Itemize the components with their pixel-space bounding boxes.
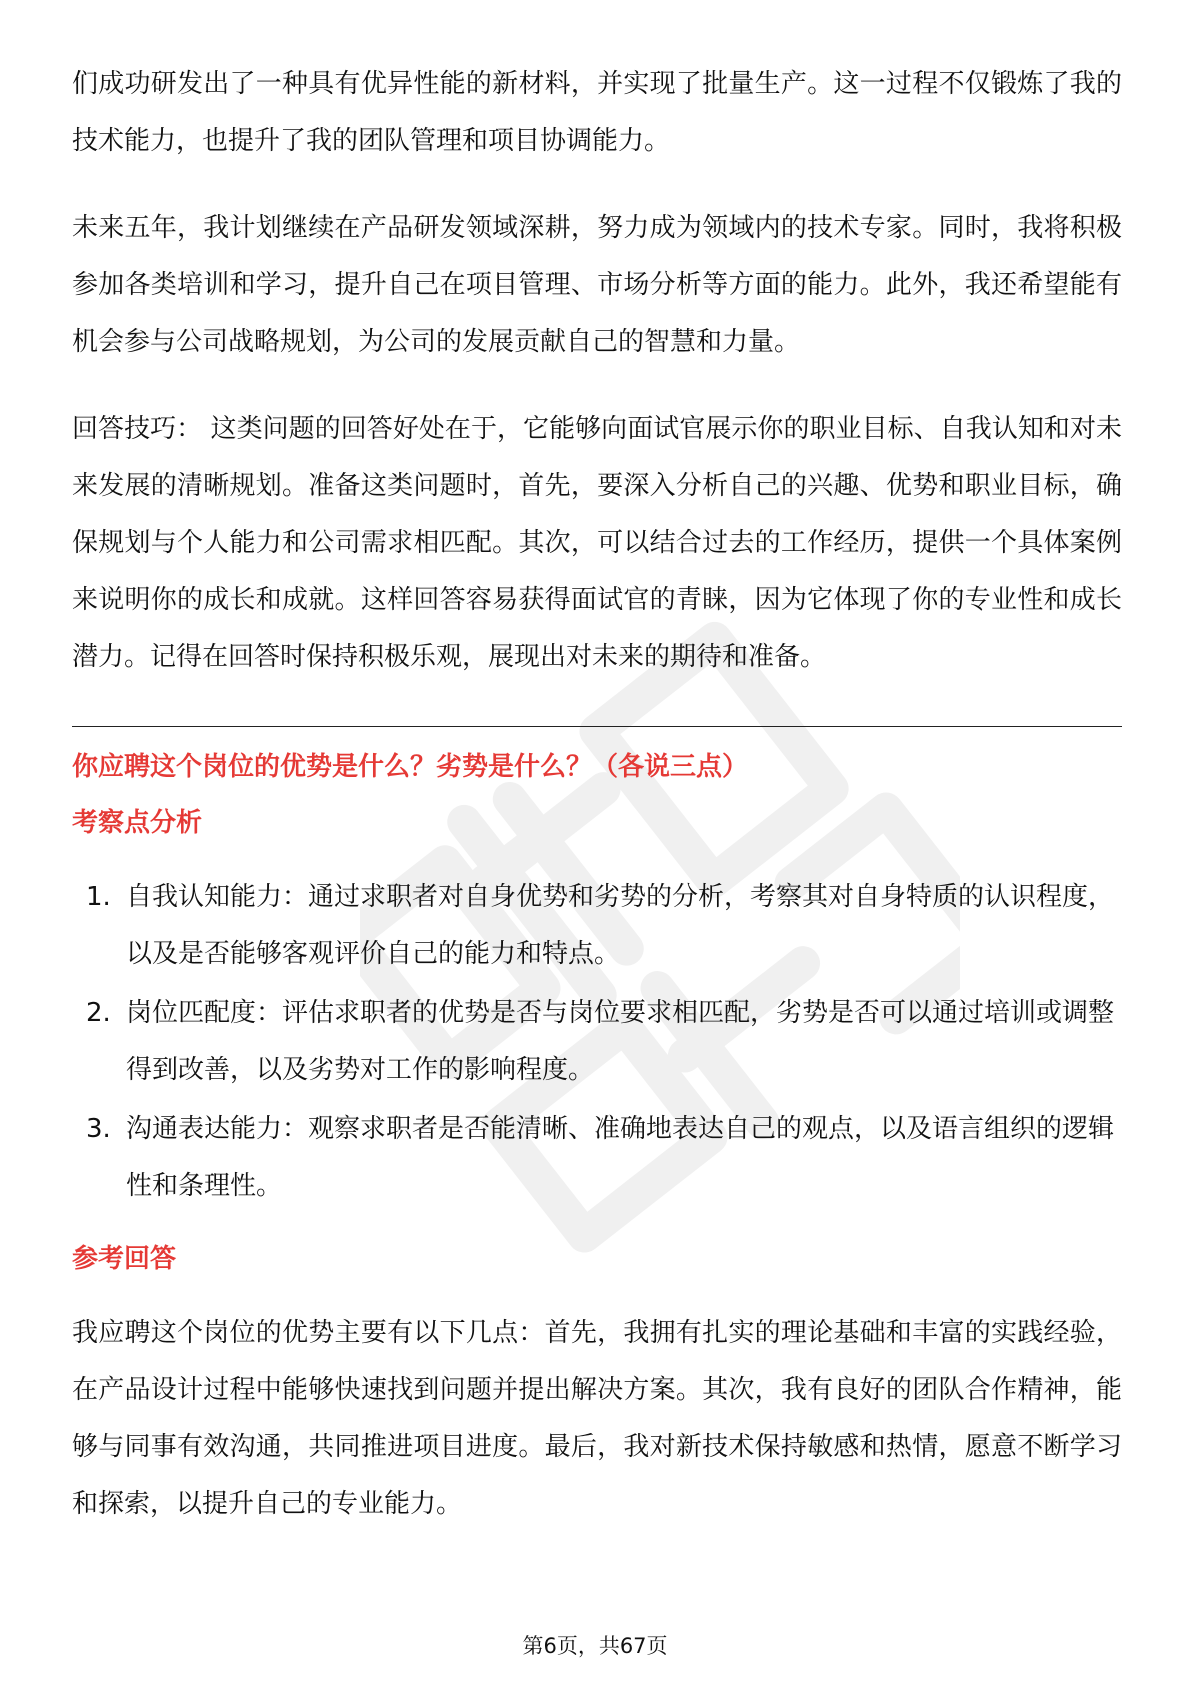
list-item-number: 2. (86, 998, 111, 1028)
analysis-heading: 考察点分析 (72, 808, 203, 838)
list-item-number: 3. (86, 1114, 111, 1144)
list-item (72, 869, 1122, 983)
list-item-text: 自我认知能力：通过求职者对自身优势和劣势的分析，考察其对自身特质的认识程度，以及是否能够客观评价自己的能力和特点。 (126, 882, 1115, 969)
paragraph-answer-tips: 回答技巧： 这类问题的回答好处在于，它能够向面试官展示你的职业目标、自我认知和对未来发展的清晰规划。准备这类问题时，首先，要深入分析自己的兴趣、优势和职业目标，确保规划与个人能力和公司需求相匹配。其次，可以结合过去的工作经历，提供一个具体案例来说明你的成长和成就。这样回答容易获得面试官的青睐，因为它体现了你的专业性和成长潜力。记得在回答时保持积极乐观，展现出对未来的期待和准备。 (72, 414, 1122, 672)
paragraph-future-plan: 未来五年，我计划继续在产品研发领域深耕，努力成为领域内的技术专家。同时，我将积极参加各类培训和学习，提升自己在项目管理、市场分析等方面的能力。此外，我还希望能有机会参与公司战略规划，为公司的发展贡献自己的智慧和力量。 (72, 213, 1122, 357)
list-item-number: 1. (86, 882, 111, 912)
reference-answer-heading: 参考回答 (72, 1244, 177, 1274)
list-item (72, 985, 1122, 1099)
list-item-text: 沟通表达能力：观察求职者是否能清晰、准确地表达自己的观点，以及语言组织的逻辑性和条理性。 (126, 1114, 1115, 1201)
list-item-text: 岗位匹配度：评估求职者的优势是否与岗位要求相匹配，劣势是否可以通过培训或调整得到改善，以及劣势对工作的影响程度。 (126, 998, 1115, 1085)
reference-answer-paragraph: 我应聘这个岗位的优势主要有以下几点：首先，我拥有扎实的理论基础和丰富的实践经验，在产品设计过程中能够快速找到问题并提出解决方案。其次，我有良好的团队合作精神，能够与同事有效沟通，共同推进项目进度。最后，我对新技术保持敏感和热情，愿意不断学习和探索，以提升自己的专业能力。 (72, 1318, 1122, 1519)
main-content (72, 56, 1122, 1533)
paragraph-continuation: 们成功研发出了一种具有优异性能的新材料，并实现了批量生产。这一过程不仅锻炼了我的技术能力，也提升了我的团队管理和项目协调能力。 (72, 69, 1122, 156)
question-title: 你应聘这个岗位的优势是什么？劣势是什么？（各说三点） (72, 752, 749, 782)
list-item (72, 1101, 1122, 1215)
analysis-points-list (72, 869, 1122, 1215)
page-footer: 第6页，共67页 (522, 1634, 668, 1658)
section-divider (72, 726, 1122, 727)
